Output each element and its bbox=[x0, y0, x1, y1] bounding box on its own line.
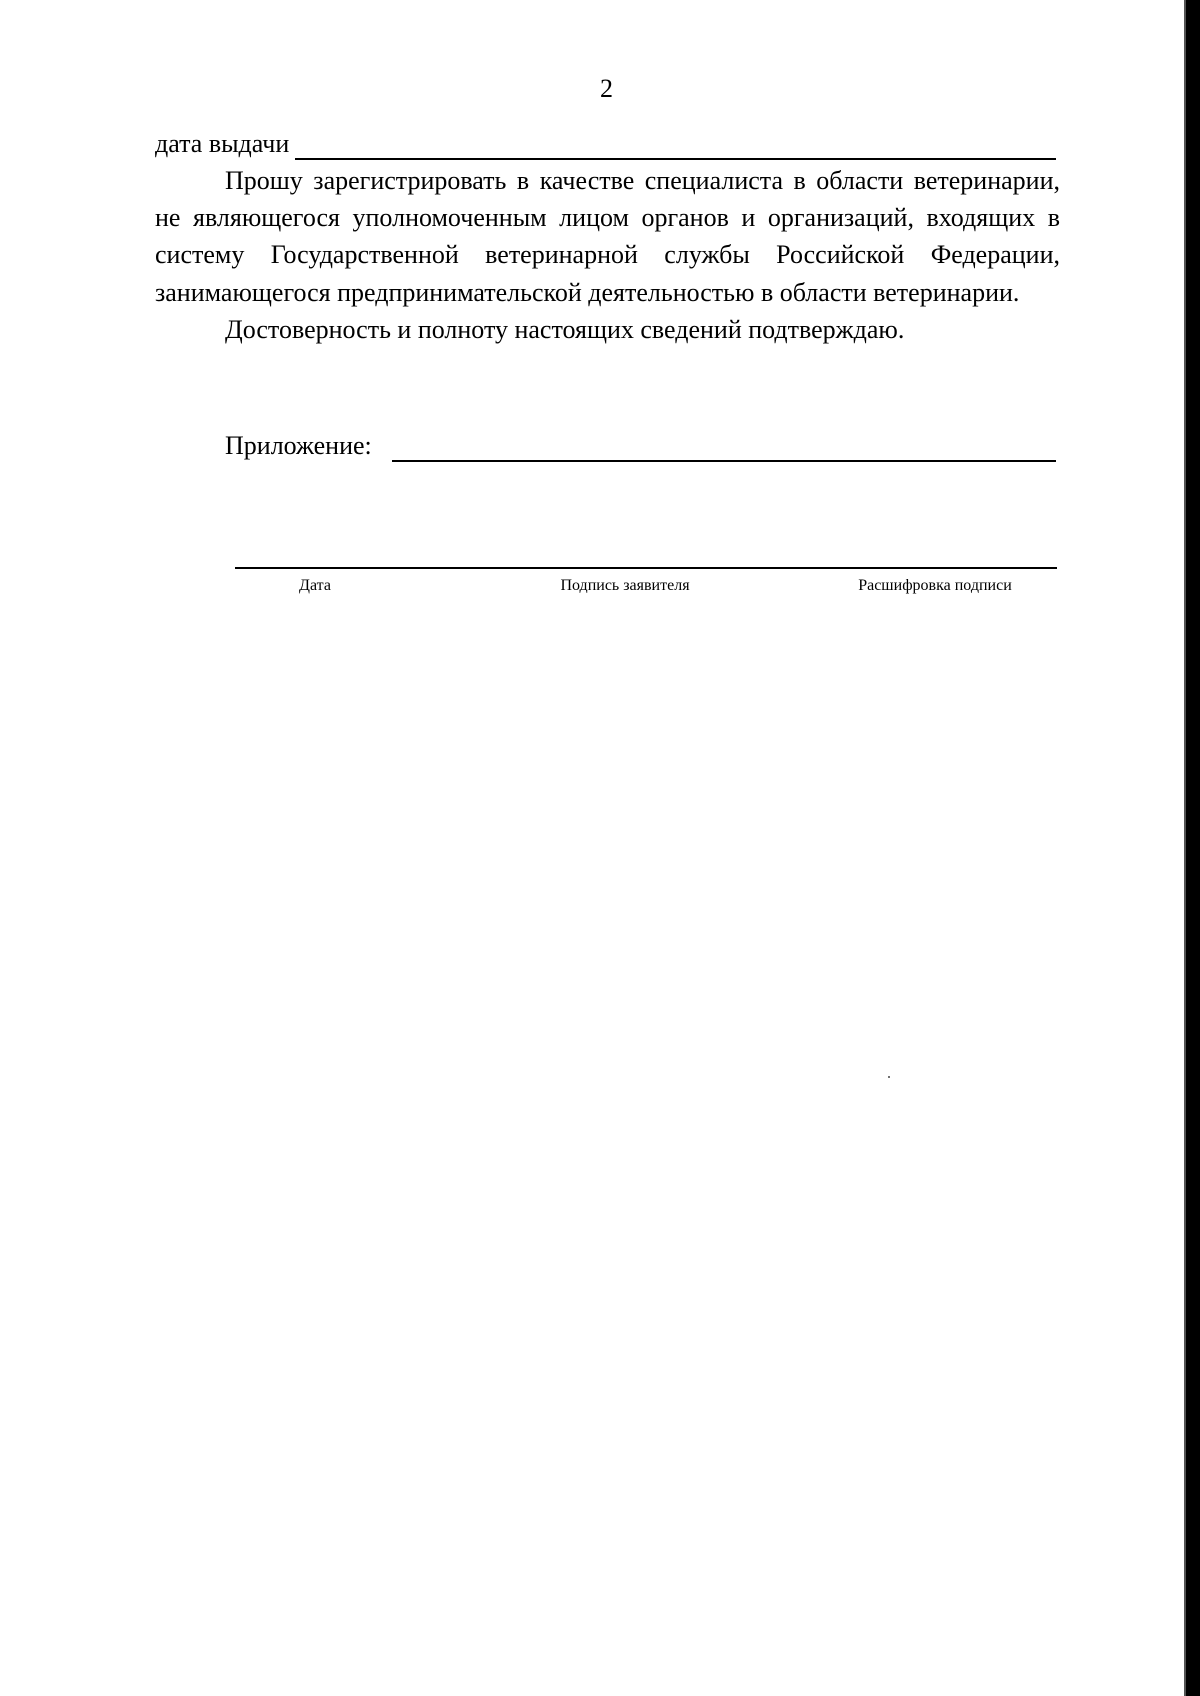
signature-decoding-caption: Расшифровка подписи bbox=[858, 577, 1012, 594]
confirmation-paragraph: Достоверность и полноту настоящих сведений подтверждаю. bbox=[225, 314, 905, 344]
appendix-fill-line bbox=[392, 438, 1056, 462]
appendix-row bbox=[225, 426, 1056, 462]
signature-line bbox=[235, 567, 1057, 569]
scan-edge bbox=[1186, 0, 1200, 1696]
issue-date-fill-line bbox=[295, 130, 1056, 160]
signature-caption: Подпись заявителя bbox=[560, 577, 690, 594]
page-number: 2 bbox=[600, 74, 613, 103]
issue-date-label: дата выдачи bbox=[155, 129, 290, 158]
request-paragraph: Прошу зарегистрировать в качестве специалиста в области ветеринарии, не являющегося уполномоченным лицом органов и организаций, входящих в систему Государственной ветеринарной службы Российской Федерации, занимающегося предпринимательской деятельностью в области ветеринарии. bbox=[155, 166, 1060, 307]
scan-speck bbox=[888, 1076, 890, 1078]
issue-date-row bbox=[155, 126, 1056, 160]
date-caption: Дата bbox=[299, 577, 331, 594]
application-body bbox=[155, 162, 1060, 348]
appendix-label: Приложение: bbox=[225, 431, 372, 460]
